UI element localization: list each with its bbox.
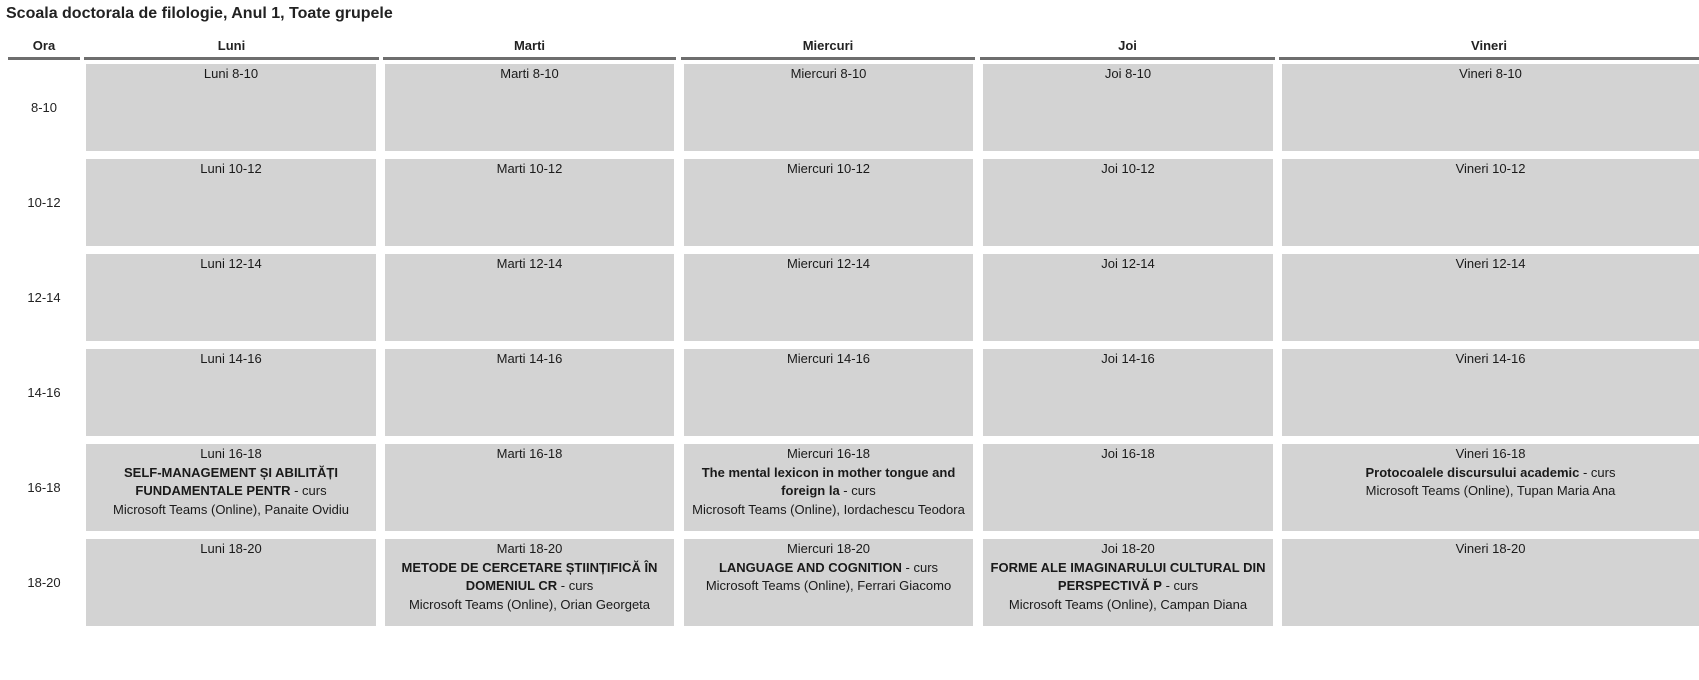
cell-slot-label: Vineri 8-10 (1459, 66, 1522, 81)
course-location: Microsoft Teams (Online), Panaite Ovidiu (112, 501, 350, 517)
cell-slot-label: Luni 12-14 (200, 256, 262, 271)
schedule-cell-miercuri-18-20[interactable] (684, 539, 973, 626)
course-title-line (86, 482, 376, 501)
course-title: FUNDAMENTALE PENTR (135, 483, 291, 498)
schedule-cell-marti-12-14 (385, 254, 674, 341)
course-title: LANGUAGE AND COGNITION (718, 559, 902, 575)
course-title-line (1282, 464, 1699, 483)
schedule-cell-joi-16-18 (983, 444, 1273, 531)
course-title: METODE DE CERCETARE ȘTIINȚIFICĂ ÎN (401, 559, 658, 575)
cell-slot-label: Luni 8-10 (203, 66, 259, 81)
schedule-cell-miercuri-16-18[interactable] (684, 444, 973, 531)
course-title: DOMENIUL CR (465, 578, 558, 593)
course-kind: - curs (1579, 464, 1616, 480)
course-title: foreign la (781, 483, 840, 498)
schedule-cell-luni-12-14 (86, 254, 376, 341)
header-day-joi: Joi (980, 38, 1275, 60)
schedule-cell-joi-18-20[interactable] (983, 539, 1273, 626)
course-title: The mental lexicon in mother tongue and (701, 464, 956, 480)
page-title: Scoala doctorala de filologie, Anul 1, Toate grupele (6, 5, 393, 22)
hour-label-16-18: 16-18 (27, 480, 61, 495)
schedule-header (0, 38, 1699, 60)
cell-slot-label: Miercuri 12-14 (786, 256, 871, 271)
cell-slot-label: Joi 12-14 (1101, 256, 1155, 271)
course-location: Microsoft Teams (Online), Ferrari Giacomo (705, 578, 952, 593)
cell-slot-label: Marti 14-16 (496, 351, 563, 366)
cell-slot-label: Marti 18-20 (496, 541, 563, 556)
course-title: SELF-MANAGEMENT ȘI ABILITĂȚI (123, 464, 338, 480)
course-title-line (684, 464, 973, 483)
schedule-cell-marti-14-16 (385, 349, 674, 436)
header-day-luni: Luni (84, 38, 379, 60)
cell-slot-label: Vineri 10-12 (1455, 161, 1526, 176)
course-title-line (983, 577, 1273, 596)
course-title-line (385, 559, 674, 578)
cell-slot-label: Miercuri 10-12 (786, 161, 871, 176)
schedule-cell-vineri-18-20 (1282, 539, 1699, 626)
cell-slot-label: Marti 12-14 (496, 256, 563, 271)
course-kind: - curs (901, 559, 939, 575)
cell-slot-label: Luni 18-20 (200, 541, 262, 556)
cell-slot-label: Miercuri 14-16 (786, 351, 871, 366)
schedule-cell-marti-16-18 (385, 444, 674, 531)
cell-slot-label: Luni 10-12 (200, 161, 262, 176)
schedule-cell-miercuri-8-10 (684, 64, 973, 151)
cell-slot-label: Miercuri 8-10 (790, 66, 867, 81)
hour-label-14-16: 14-16 (27, 385, 61, 400)
course-title-line (385, 577, 674, 596)
cell-slot-label: Miercuri 16-18 (786, 446, 871, 461)
schedule-cell-luni-16-18[interactable] (86, 444, 376, 531)
schedule-cell-marti-8-10 (385, 64, 674, 151)
cell-slot-label: Joi 18-20 (1101, 541, 1155, 556)
course-title-line (684, 482, 973, 501)
cell-slot-label: Marti 16-18 (496, 446, 563, 461)
schedule-cell-luni-14-16 (86, 349, 376, 436)
hour-label-10-12: 10-12 (27, 195, 61, 210)
course-kind: - curs (1161, 578, 1199, 593)
schedule-cell-joi-10-12 (983, 159, 1273, 246)
course-kind: - curs (290, 483, 327, 498)
schedule-cell-luni-8-10 (86, 64, 376, 151)
cell-slot-label: Miercuri 18-20 (786, 541, 871, 556)
hour-label-12-14: 12-14 (27, 290, 61, 305)
schedule-cell-miercuri-12-14 (684, 254, 973, 341)
course-location: Microsoft Teams (Online), Iordachescu Teodora (692, 501, 965, 517)
cell-slot-label: Vineri 18-20 (1455, 541, 1526, 556)
cell-slot-label: Marti 10-12 (496, 161, 563, 176)
schedule-cell-joi-14-16 (983, 349, 1273, 436)
schedule-cell-vineri-16-18[interactable] (1282, 444, 1699, 531)
schedule-cell-luni-10-12 (86, 159, 376, 246)
schedule-cell-vineri-14-16 (1282, 349, 1699, 436)
course-title-line (684, 559, 973, 578)
schedule-cell-luni-18-20 (86, 539, 376, 626)
schedule-cell-marti-18-20[interactable] (385, 539, 674, 626)
schedule-cell-joi-8-10 (983, 64, 1273, 151)
schedule-cell-joi-12-14 (983, 254, 1273, 341)
cell-slot-label: Joi 10-12 (1101, 161, 1155, 176)
cell-slot-label: Luni 14-16 (200, 351, 262, 366)
cell-slot-label: Luni 16-18 (200, 446, 262, 461)
schedule-cell-vineri-10-12 (1282, 159, 1699, 246)
course-location: Microsoft Teams (Online), Tupan Maria Ana (1365, 483, 1616, 498)
header-day-marti: Marti (383, 38, 676, 60)
course-title-line (983, 559, 1273, 578)
course-kind: - curs (557, 578, 594, 593)
hour-label-8-10: 8-10 (30, 100, 58, 115)
course-title: Protocoalele discursului academic (1365, 464, 1580, 480)
cell-slot-label: Vineri 14-16 (1455, 351, 1526, 366)
schedule-cell-miercuri-14-16 (684, 349, 973, 436)
hour-label-18-20: 18-20 (27, 575, 61, 590)
cell-slot-label: Joi 14-16 (1101, 351, 1155, 366)
course-title: FORME ALE IMAGINARULUI CULTURAL DIN (990, 559, 1266, 575)
schedule-cell-vineri-12-14 (1282, 254, 1699, 341)
header-day-vineri: Vineri (1279, 38, 1699, 60)
course-kind: - curs (839, 483, 876, 498)
cell-slot-label: Vineri 12-14 (1455, 256, 1526, 271)
schedule-cell-miercuri-10-12 (684, 159, 973, 246)
header-day-miercuri: Miercuri (681, 38, 975, 60)
cell-slot-label: Marti 8-10 (500, 66, 559, 81)
course-location: Microsoft Teams (Online), Orian Georgeta (408, 596, 651, 612)
cell-slot-label: Joi 8-10 (1104, 66, 1152, 81)
schedule-cell-marti-10-12 (385, 159, 674, 246)
course-title-line (86, 464, 376, 483)
course-title: PERSPECTIVĂ P (1057, 578, 1162, 593)
schedule-cell-vineri-8-10 (1282, 64, 1699, 151)
cell-slot-label: Joi 16-18 (1101, 446, 1155, 461)
course-location: Microsoft Teams (Online), Campan Diana (1008, 596, 1248, 612)
header-ora: Ora (8, 38, 80, 60)
cell-slot-label: Vineri 16-18 (1455, 446, 1526, 461)
